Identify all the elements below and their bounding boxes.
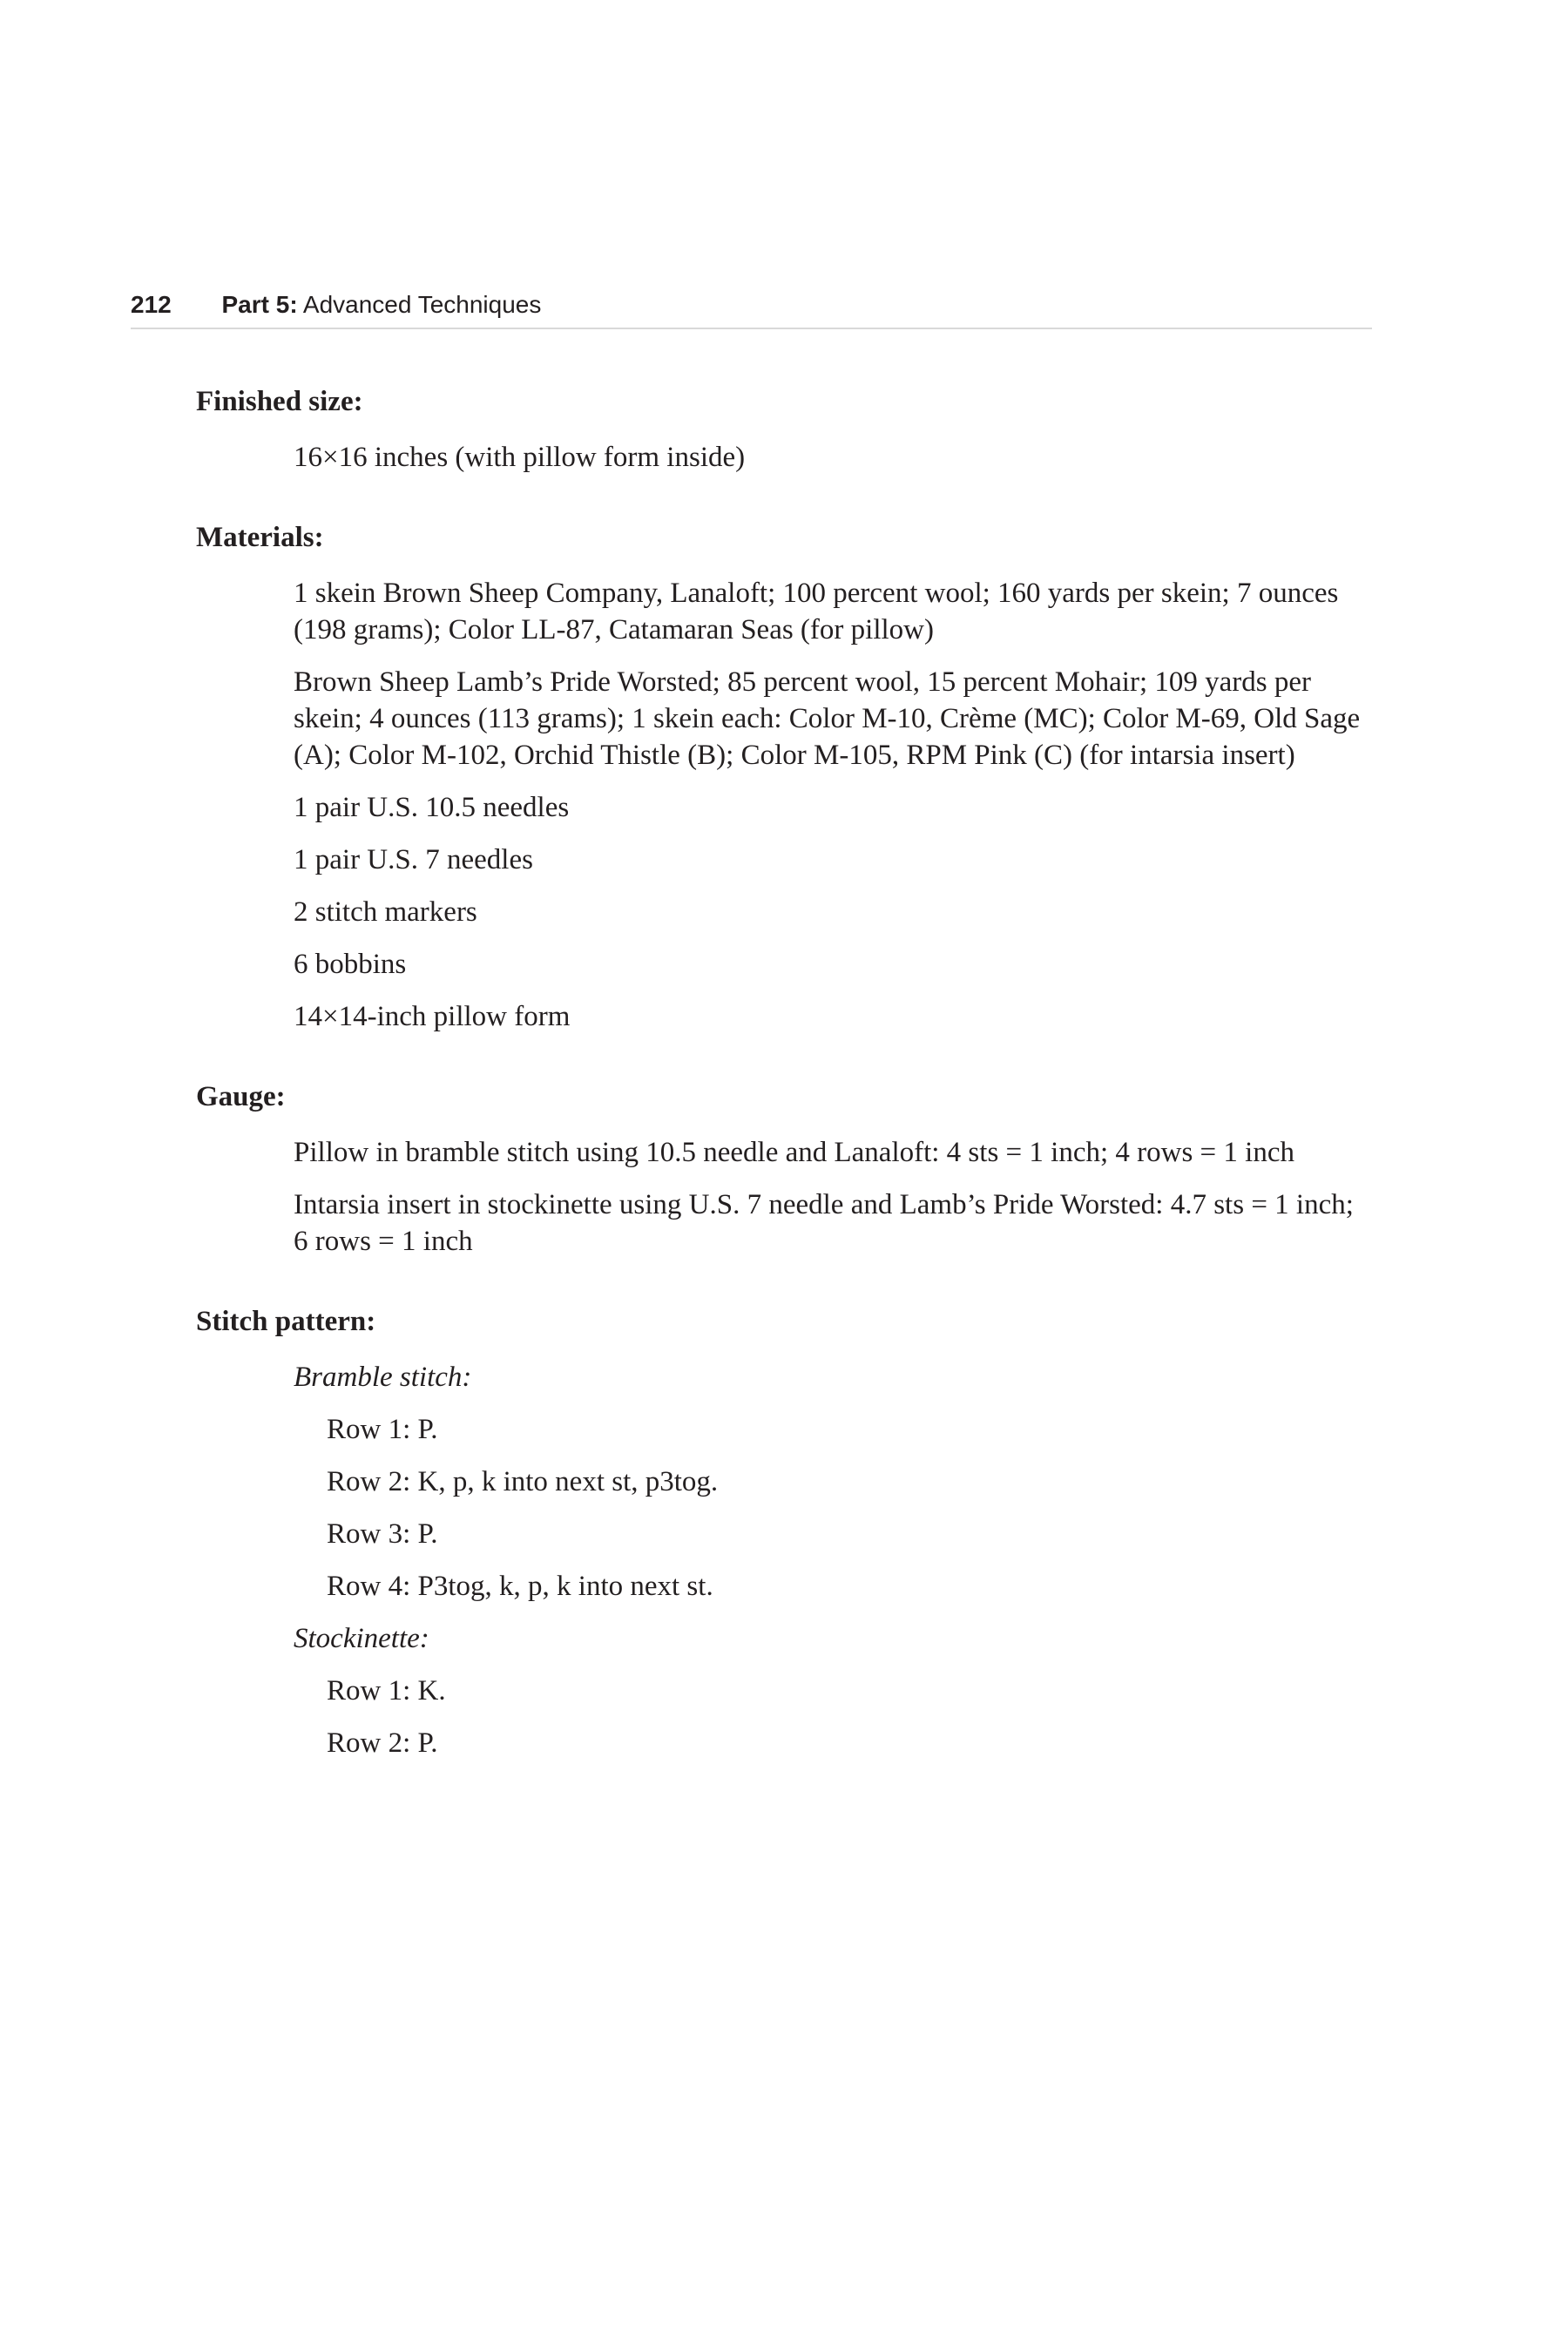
material-item: 1 skein Brown Sheep Company, Lanaloft; 100 percent wool; 160 yards per skein; 7 ounces (198 grams); Color LL-87, Catamaran Seas (for pillow) (294, 578, 1339, 645)
running-head (131, 287, 1372, 329)
material-item: 14×14-inch pillow form (294, 1001, 571, 1032)
pattern-row: Row 1: P. (327, 1414, 438, 1445)
section-heading: Finished size: (196, 386, 363, 417)
gauge-section (196, 1078, 1372, 1260)
material-item: 2 stitch markers (294, 896, 477, 928)
pattern-row: Row 4: P3tog, k, p, k into next st. (327, 1571, 713, 1602)
section-body (294, 1134, 1372, 1260)
stitch-pattern-section (196, 1303, 1372, 1761)
gauge-item: Pillow in bramble stitch using 10.5 needle and Lanaloft: 4 sts = 1 inch; 4 rows = 1 inch (294, 1137, 1294, 1168)
bramble-stitch-label: Bramble stitch: (294, 1362, 472, 1393)
section-heading: Stitch pattern: (196, 1306, 376, 1337)
material-item: 6 bobbins (294, 949, 407, 980)
pattern-row: Row 3: P. (327, 1518, 438, 1550)
material-item: 1 pair U.S. 7 needles (294, 844, 533, 875)
section-body (294, 439, 1372, 476)
finished-size-text: 16×16 inches (with pillow form inside) (294, 442, 746, 473)
material-item: Brown Sheep Lamb’s Pride Worsted; 85 percent wool, 15 percent Mohair; 109 yards per skein; 4 ounces (113 grams); 1 skein each: Color M-10, Crème (MC); Color M-69, Old Sage (A); Color M-102, Orchid Thistle (B); Color M-105, RPM Pink (C) (for intarsia insert) (294, 666, 1361, 771)
material-item: 1 pair U.S. 10.5 needles (294, 792, 570, 823)
section-heading: Materials: (196, 522, 324, 553)
pattern-row: Row 1: K. (327, 1675, 446, 1707)
gauge-item: Intarsia insert in stockinette using U.S. 7 needle and Lamb’s Pride Worsted: 4.7 sts = 1 inch; 6 rows = 1 inch (294, 1189, 1354, 1257)
page-number: 212 (131, 291, 172, 318)
stockinette-label: Stockinette: (294, 1623, 429, 1654)
part-title: Advanced Techniques (302, 291, 542, 318)
section-body (294, 575, 1372, 1035)
part-label: Part 5: (221, 291, 298, 318)
materials-section (196, 519, 1372, 1035)
pattern-row: Row 2: K, p, k into next st, p3tog. (327, 1466, 719, 1497)
finished-size-section (196, 383, 1372, 476)
section-heading: Gauge: (196, 1081, 286, 1112)
section-body (294, 1359, 1372, 1761)
page-content (196, 383, 1372, 1805)
pattern-row: Row 2: P. (327, 1727, 438, 1759)
